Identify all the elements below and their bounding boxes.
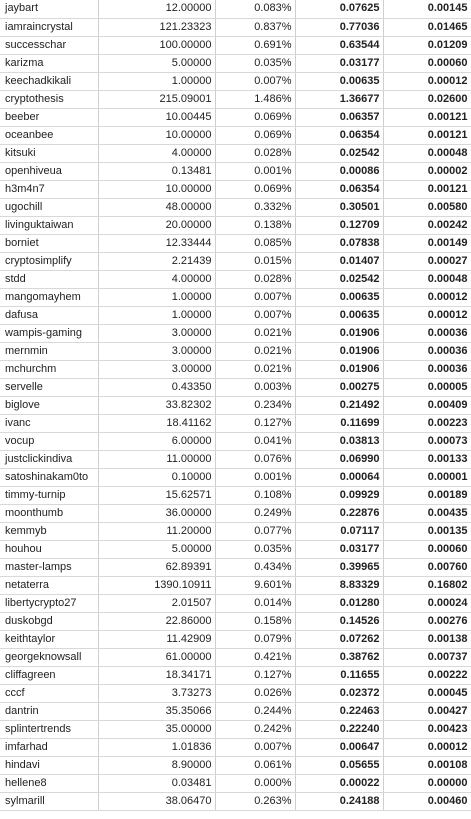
account-name-cell[interactable]: imfarhad xyxy=(0,738,98,756)
share-cell[interactable]: 0.00086 xyxy=(295,162,383,180)
payout-cell[interactable]: 0.00045 xyxy=(383,684,471,702)
account-name-cell[interactable]: livinguktaiwan xyxy=(0,216,98,234)
amount-cell[interactable]: 1390.10911 xyxy=(98,576,215,594)
payout-cell[interactable]: 0.00012 xyxy=(383,306,471,324)
payout-cell[interactable]: 0.00121 xyxy=(383,126,471,144)
percent-cell[interactable]: 0.085% xyxy=(215,234,295,252)
share-cell[interactable]: 0.00275 xyxy=(295,378,383,396)
table-row xyxy=(0,108,471,126)
payout-cell[interactable]: 0.00048 xyxy=(383,144,471,162)
amount-cell[interactable]: 3.00000 xyxy=(98,324,215,342)
table-row xyxy=(0,738,471,756)
amount-cell[interactable]: 215.09001 xyxy=(98,90,215,108)
share-cell[interactable]: 0.02542 xyxy=(295,144,383,162)
payout-cell[interactable]: 0.00427 xyxy=(383,702,471,720)
percent-cell[interactable]: 0.007% xyxy=(215,288,295,306)
account-name-cell[interactable]: ivanc xyxy=(0,414,98,432)
percent-cell[interactable]: 0.000% xyxy=(215,774,295,792)
amount-cell[interactable]: 10.00445 xyxy=(98,108,215,126)
account-name-cell[interactable]: beeber xyxy=(0,108,98,126)
percent-cell[interactable]: 0.035% xyxy=(215,54,295,72)
account-name-cell[interactable]: dantrin xyxy=(0,702,98,720)
amount-cell[interactable]: 3.00000 xyxy=(98,342,215,360)
share-cell[interactable]: 0.11699 xyxy=(295,414,383,432)
table-row xyxy=(0,342,471,360)
amount-cell[interactable]: 35.00000 xyxy=(98,720,215,738)
payout-cell[interactable]: 0.00138 xyxy=(383,630,471,648)
percent-cell[interactable]: 0.127% xyxy=(215,666,295,684)
percent-cell[interactable]: 0.001% xyxy=(215,162,295,180)
percent-cell[interactable]: 0.158% xyxy=(215,612,295,630)
account-name-cell[interactable]: cliffagreen xyxy=(0,666,98,684)
table-row xyxy=(0,630,471,648)
account-name-cell[interactable]: netaterra xyxy=(0,576,98,594)
amount-cell[interactable]: 4.00000 xyxy=(98,144,215,162)
share-cell[interactable]: 0.00647 xyxy=(295,738,383,756)
amount-cell[interactable]: 0.03481 xyxy=(98,774,215,792)
payout-cell[interactable]: 0.00012 xyxy=(383,288,471,306)
table-row xyxy=(0,306,471,324)
share-cell[interactable]: 8.83329 xyxy=(295,576,383,594)
percent-cell[interactable]: 0.691% xyxy=(215,36,295,54)
share-cell[interactable]: 0.07838 xyxy=(295,234,383,252)
share-cell[interactable]: 0.07625 xyxy=(295,0,383,18)
percent-cell[interactable]: 0.007% xyxy=(215,738,295,756)
share-cell[interactable]: 0.21492 xyxy=(295,396,383,414)
percent-cell[interactable]: 0.069% xyxy=(215,180,295,198)
table-row xyxy=(0,450,471,468)
amount-cell[interactable]: 12.00000 xyxy=(98,0,215,18)
percent-cell[interactable]: 0.138% xyxy=(215,216,295,234)
table-row xyxy=(0,612,471,630)
payout-cell[interactable]: 0.00276 xyxy=(383,612,471,630)
payout-cell[interactable]: 0.00580 xyxy=(383,198,471,216)
table-row xyxy=(0,684,471,702)
share-cell[interactable]: 0.09929 xyxy=(295,486,383,504)
amount-cell[interactable]: 1.01836 xyxy=(98,738,215,756)
share-cell[interactable]: 0.06990 xyxy=(295,450,383,468)
payout-cell[interactable]: 0.00048 xyxy=(383,270,471,288)
table-row xyxy=(0,720,471,738)
payout-cell[interactable]: 0.00760 xyxy=(383,558,471,576)
share-cell[interactable]: 0.22463 xyxy=(295,702,383,720)
table-row xyxy=(0,594,471,612)
table-row xyxy=(0,18,471,36)
account-name-cell[interactable]: h3m4n7 xyxy=(0,180,98,198)
share-cell[interactable]: 0.00635 xyxy=(295,288,383,306)
percent-cell[interactable]: 0.069% xyxy=(215,108,295,126)
share-cell[interactable]: 0.02542 xyxy=(295,270,383,288)
percent-cell[interactable]: 0.234% xyxy=(215,396,295,414)
share-cell[interactable]: 0.22240 xyxy=(295,720,383,738)
percent-cell[interactable]: 0.127% xyxy=(215,414,295,432)
share-cell[interactable]: 0.01906 xyxy=(295,324,383,342)
table-row xyxy=(0,414,471,432)
account-name-cell[interactable]: mernmin xyxy=(0,342,98,360)
payout-cell[interactable]: 0.00036 xyxy=(383,324,471,342)
account-name-cell[interactable]: cryptothesis xyxy=(0,90,98,108)
account-name-cell[interactable]: servelle xyxy=(0,378,98,396)
payout-cell[interactable]: 0.00027 xyxy=(383,252,471,270)
table-row xyxy=(0,0,471,18)
account-name-cell[interactable]: keechadkikali xyxy=(0,72,98,90)
account-name-cell[interactable]: georgeknowsall xyxy=(0,648,98,666)
share-cell[interactable]: 0.14526 xyxy=(295,612,383,630)
share-cell[interactable]: 0.30501 xyxy=(295,198,383,216)
account-name-cell[interactable]: iamraincrystal xyxy=(0,18,98,36)
amount-cell[interactable]: 11.42909 xyxy=(98,630,215,648)
payout-cell[interactable]: 0.00000 xyxy=(383,774,471,792)
account-name-cell[interactable]: oceanbee xyxy=(0,126,98,144)
account-name-cell[interactable]: dafusa xyxy=(0,306,98,324)
percent-cell[interactable]: 0.015% xyxy=(215,252,295,270)
amount-cell[interactable]: 48.00000 xyxy=(98,198,215,216)
percent-cell[interactable]: 0.001% xyxy=(215,468,295,486)
percent-cell[interactable]: 0.242% xyxy=(215,720,295,738)
payout-cell[interactable]: 0.00036 xyxy=(383,342,471,360)
share-cell[interactable]: 1.36677 xyxy=(295,90,383,108)
table-row xyxy=(0,702,471,720)
share-cell[interactable]: 0.06357 xyxy=(295,108,383,126)
percent-cell[interactable]: 9.601% xyxy=(215,576,295,594)
table-row xyxy=(0,36,471,54)
amount-cell[interactable]: 0.10000 xyxy=(98,468,215,486)
amount-cell[interactable]: 11.00000 xyxy=(98,450,215,468)
share-cell[interactable]: 0.11655 xyxy=(295,666,383,684)
account-name-cell[interactable]: successchar xyxy=(0,36,98,54)
share-cell[interactable]: 0.07262 xyxy=(295,630,383,648)
payout-cell[interactable]: 0.00223 xyxy=(383,414,471,432)
table-row xyxy=(0,54,471,72)
account-name-cell[interactable]: moonthumb xyxy=(0,504,98,522)
percent-cell[interactable]: 0.061% xyxy=(215,756,295,774)
account-name-cell[interactable]: mchurchm xyxy=(0,360,98,378)
payout-cell[interactable]: 0.00073 xyxy=(383,432,471,450)
percent-cell[interactable]: 0.028% xyxy=(215,270,295,288)
share-cell[interactable]: 0.06354 xyxy=(295,180,383,198)
percent-cell[interactable]: 0.263% xyxy=(215,792,295,810)
share-cell[interactable]: 0.12709 xyxy=(295,216,383,234)
payout-cell[interactable]: 0.00060 xyxy=(383,54,471,72)
amount-cell[interactable]: 36.00000 xyxy=(98,504,215,522)
percent-cell[interactable]: 0.028% xyxy=(215,144,295,162)
percent-cell[interactable]: 0.421% xyxy=(215,648,295,666)
amount-cell[interactable]: 1.00000 xyxy=(98,288,215,306)
account-name-cell[interactable]: openhiveua xyxy=(0,162,98,180)
share-cell[interactable]: 0.39965 xyxy=(295,558,383,576)
amount-cell[interactable]: 3.00000 xyxy=(98,360,215,378)
payout-cell[interactable]: 0.00189 xyxy=(383,486,471,504)
amount-cell[interactable]: 100.00000 xyxy=(98,36,215,54)
payout-cell[interactable]: 0.00737 xyxy=(383,648,471,666)
amount-cell[interactable]: 10.00000 xyxy=(98,126,215,144)
account-name-cell[interactable]: master-lamps xyxy=(0,558,98,576)
percent-cell[interactable]: 0.244% xyxy=(215,702,295,720)
account-name-cell[interactable]: hindavi xyxy=(0,756,98,774)
percent-cell[interactable]: 1.486% xyxy=(215,90,295,108)
share-cell[interactable]: 0.06354 xyxy=(295,126,383,144)
percent-cell[interactable]: 0.014% xyxy=(215,594,295,612)
table-row xyxy=(0,270,471,288)
share-cell[interactable]: 0.01280 xyxy=(295,594,383,612)
payout-cell[interactable]: 0.00108 xyxy=(383,756,471,774)
amount-cell[interactable]: 1.00000 xyxy=(98,306,215,324)
account-name-cell[interactable]: libertycrypto27 xyxy=(0,594,98,612)
table-row xyxy=(0,504,471,522)
table-row xyxy=(0,144,471,162)
payout-cell[interactable]: 0.00012 xyxy=(383,72,471,90)
percent-cell[interactable]: 0.249% xyxy=(215,504,295,522)
table-row xyxy=(0,486,471,504)
account-name-cell[interactable]: splintertrends xyxy=(0,720,98,738)
account-name-cell[interactable]: ugochill xyxy=(0,198,98,216)
table-row xyxy=(0,756,471,774)
table-row xyxy=(0,540,471,558)
percent-cell[interactable]: 0.021% xyxy=(215,360,295,378)
share-cell[interactable]: 0.22876 xyxy=(295,504,383,522)
amount-cell[interactable]: 35.35066 xyxy=(98,702,215,720)
account-name-cell[interactable]: borniet xyxy=(0,234,98,252)
payout-cell[interactable]: 0.01465 xyxy=(383,18,471,36)
table-row xyxy=(0,792,471,810)
percent-cell[interactable]: 0.007% xyxy=(215,72,295,90)
account-name-cell[interactable]: duskobgd xyxy=(0,612,98,630)
share-cell[interactable]: 0.03177 xyxy=(295,54,383,72)
account-name-cell[interactable]: cryptosimplify xyxy=(0,252,98,270)
amount-cell[interactable]: 18.34171 xyxy=(98,666,215,684)
account-name-cell[interactable]: kitsuki xyxy=(0,144,98,162)
payout-cell[interactable]: 0.00121 xyxy=(383,180,471,198)
share-cell[interactable]: 0.38762 xyxy=(295,648,383,666)
payout-cell[interactable]: 0.16802 xyxy=(383,576,471,594)
payout-cell[interactable]: 0.00133 xyxy=(383,450,471,468)
table-row xyxy=(0,648,471,666)
payout-cell[interactable]: 0.00012 xyxy=(383,738,471,756)
account-name-cell[interactable]: wampis-gaming xyxy=(0,324,98,342)
amount-cell[interactable]: 62.89391 xyxy=(98,558,215,576)
table-row xyxy=(0,234,471,252)
table-row xyxy=(0,288,471,306)
amount-cell[interactable]: 22.86000 xyxy=(98,612,215,630)
amount-cell[interactable]: 5.00000 xyxy=(98,54,215,72)
payout-cell[interactable]: 0.00409 xyxy=(383,396,471,414)
table-row xyxy=(0,468,471,486)
percent-cell[interactable]: 0.035% xyxy=(215,540,295,558)
amount-cell[interactable]: 6.00000 xyxy=(98,432,215,450)
amount-cell[interactable]: 15.62571 xyxy=(98,486,215,504)
payout-cell[interactable]: 0.00242 xyxy=(383,216,471,234)
percent-cell[interactable]: 0.021% xyxy=(215,342,295,360)
account-name-cell[interactable]: cccf xyxy=(0,684,98,702)
share-cell[interactable]: 0.63544 xyxy=(295,36,383,54)
percent-cell[interactable]: 0.332% xyxy=(215,198,295,216)
share-cell[interactable]: 0.00022 xyxy=(295,774,383,792)
share-cell[interactable]: 0.00064 xyxy=(295,468,383,486)
table-row xyxy=(0,180,471,198)
table-row xyxy=(0,162,471,180)
payout-cell[interactable]: 0.01209 xyxy=(383,36,471,54)
amount-cell[interactable]: 61.00000 xyxy=(98,648,215,666)
payout-cell[interactable]: 0.00149 xyxy=(383,234,471,252)
account-name-cell[interactable]: justclickindiva xyxy=(0,450,98,468)
table-row xyxy=(0,324,471,342)
payout-cell[interactable]: 0.00145 xyxy=(383,0,471,18)
share-cell[interactable]: 0.05655 xyxy=(295,756,383,774)
percent-cell[interactable]: 0.434% xyxy=(215,558,295,576)
payout-cell[interactable]: 0.00024 xyxy=(383,594,471,612)
account-name-cell[interactable]: jaybart xyxy=(0,0,98,18)
payout-cell[interactable]: 0.02600 xyxy=(383,90,471,108)
share-cell[interactable]: 0.01906 xyxy=(295,360,383,378)
table-row xyxy=(0,378,471,396)
account-name-cell[interactable]: hellene8 xyxy=(0,774,98,792)
table-row xyxy=(0,72,471,90)
amount-cell[interactable]: 18.41162 xyxy=(98,414,215,432)
amount-cell[interactable]: 12.33444 xyxy=(98,234,215,252)
amount-cell[interactable]: 8.90000 xyxy=(98,756,215,774)
amount-cell[interactable]: 4.00000 xyxy=(98,270,215,288)
amount-cell[interactable]: 38.06470 xyxy=(98,792,215,810)
account-name-cell[interactable]: keithtaylor xyxy=(0,630,98,648)
table-row xyxy=(0,432,471,450)
payout-cell[interactable]: 0.00001 xyxy=(383,468,471,486)
payout-cell[interactable]: 0.00222 xyxy=(383,666,471,684)
amount-cell[interactable]: 10.00000 xyxy=(98,180,215,198)
account-name-cell[interactable]: houhou xyxy=(0,540,98,558)
percent-cell[interactable]: 0.108% xyxy=(215,486,295,504)
account-name-cell[interactable]: karizma xyxy=(0,54,98,72)
amount-cell[interactable]: 0.13481 xyxy=(98,162,215,180)
account-name-cell[interactable]: biglove xyxy=(0,396,98,414)
account-name-cell[interactable]: satoshinakam0to xyxy=(0,468,98,486)
percent-cell[interactable]: 0.077% xyxy=(215,522,295,540)
table-row xyxy=(0,252,471,270)
table-row xyxy=(0,522,471,540)
account-name-cell[interactable]: sylmarill xyxy=(0,792,98,810)
table-row xyxy=(0,396,471,414)
payout-cell[interactable]: 0.00005 xyxy=(383,378,471,396)
payout-cell[interactable]: 0.00002 xyxy=(383,162,471,180)
amount-cell[interactable]: 11.20000 xyxy=(98,522,215,540)
payout-cell[interactable]: 0.00036 xyxy=(383,360,471,378)
payout-cell[interactable]: 0.00121 xyxy=(383,108,471,126)
payout-cell[interactable]: 0.00435 xyxy=(383,504,471,522)
table-row xyxy=(0,360,471,378)
table-row xyxy=(0,126,471,144)
amount-cell[interactable]: 3.73273 xyxy=(98,684,215,702)
share-cell[interactable]: 0.01407 xyxy=(295,252,383,270)
percent-cell[interactable]: 0.083% xyxy=(215,0,295,18)
account-name-cell[interactable]: vocup xyxy=(0,432,98,450)
percent-cell[interactable]: 0.021% xyxy=(215,324,295,342)
share-cell[interactable]: 0.24188 xyxy=(295,792,383,810)
amount-cell[interactable]: 1.00000 xyxy=(98,72,215,90)
table-row xyxy=(0,216,471,234)
amount-cell[interactable]: 2.01507 xyxy=(98,594,215,612)
account-name-cell[interactable]: stdd xyxy=(0,270,98,288)
share-cell[interactable]: 0.07117 xyxy=(295,522,383,540)
share-cell[interactable]: 0.00635 xyxy=(295,306,383,324)
share-cell[interactable]: 0.03813 xyxy=(295,432,383,450)
percent-cell[interactable]: 0.076% xyxy=(215,450,295,468)
account-name-cell[interactable]: kemmyb xyxy=(0,522,98,540)
account-name-cell[interactable]: mangomayhem xyxy=(0,288,98,306)
percent-cell[interactable]: 0.837% xyxy=(215,18,295,36)
table-row xyxy=(0,558,471,576)
amount-cell[interactable]: 0.43350 xyxy=(98,378,215,396)
share-cell[interactable]: 0.02372 xyxy=(295,684,383,702)
payout-cell[interactable]: 0.00135 xyxy=(383,522,471,540)
table-row xyxy=(0,198,471,216)
amount-cell[interactable]: 121.23323 xyxy=(98,18,215,36)
amount-cell[interactable]: 33.82302 xyxy=(98,396,215,414)
amount-cell[interactable]: 5.00000 xyxy=(98,540,215,558)
table-row xyxy=(0,666,471,684)
payout-cell[interactable]: 0.00460 xyxy=(383,792,471,810)
share-cell[interactable]: 0.00635 xyxy=(295,72,383,90)
percent-cell[interactable]: 0.069% xyxy=(215,126,295,144)
percent-cell[interactable]: 0.026% xyxy=(215,684,295,702)
share-cell[interactable]: 0.77036 xyxy=(295,18,383,36)
payout-cell[interactable]: 0.00423 xyxy=(383,720,471,738)
percent-cell[interactable]: 0.079% xyxy=(215,630,295,648)
table-row xyxy=(0,774,471,792)
percent-cell[interactable]: 0.003% xyxy=(215,378,295,396)
table-row xyxy=(0,90,471,108)
percent-cell[interactable]: 0.041% xyxy=(215,432,295,450)
share-cell[interactable]: 0.01906 xyxy=(295,342,383,360)
table-row xyxy=(0,576,471,594)
payout-cell[interactable]: 0.00060 xyxy=(383,540,471,558)
amount-cell[interactable]: 2.21439 xyxy=(98,252,215,270)
share-cell[interactable]: 0.03177 xyxy=(295,540,383,558)
percent-cell[interactable]: 0.007% xyxy=(215,306,295,324)
amount-cell[interactable]: 20.00000 xyxy=(98,216,215,234)
account-name-cell[interactable]: timmy-turnip xyxy=(0,486,98,504)
